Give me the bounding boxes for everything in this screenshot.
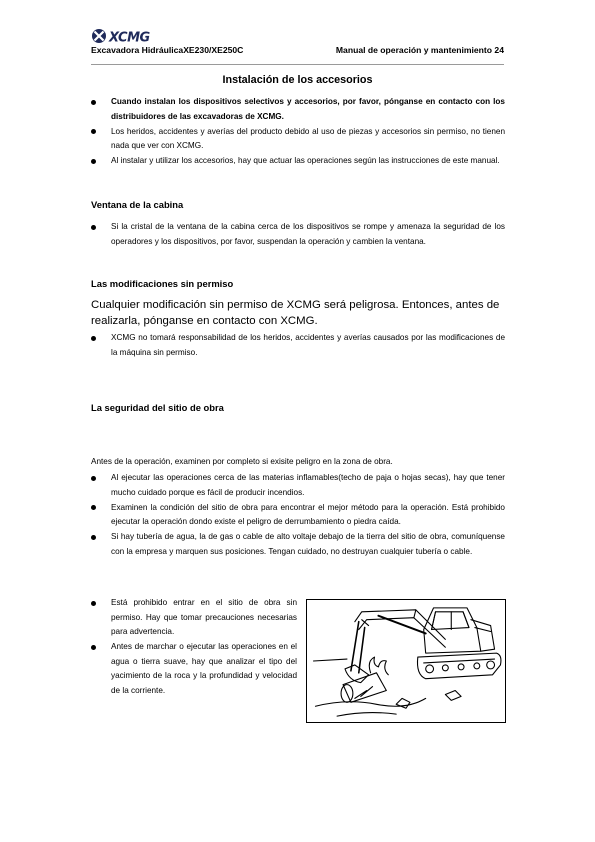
cabin-list — [91, 220, 505, 250]
bullet-icon — [91, 336, 96, 341]
header-rule — [91, 64, 504, 65]
list-item: XCMG no tomará responsabilidad de los heridos, accidentes y averías causados por las modificaciones de la máquina sin permiso. — [91, 331, 505, 360]
bullet-icon — [91, 100, 96, 105]
bullet-icon — [91, 225, 96, 230]
excavator-illustration — [306, 599, 506, 723]
list-item: Examinen la condición del sitio de obra para encontrar el mejor método para la operación. Está prohibido ejecutar la operación dondo existe el peligro de derrumbamiento o piedra caída. — [91, 501, 505, 530]
site-list-narrow — [91, 596, 297, 699]
bullet-icon — [91, 505, 96, 510]
bullet-icon — [91, 129, 96, 134]
header-left: Excavadora HidráulicaXE230/XE250C — [91, 45, 244, 55]
bullet-icon — [91, 601, 96, 606]
logo-text: XCMG — [109, 30, 150, 46]
page-title: Instalación de los accesorios — [222, 74, 373, 86]
mods-heading: Las modificaciones sin permiso — [91, 278, 234, 289]
list-item: Al instalar y utilizar los accesorios, hay que actuar las operaciones según las instrucciones de este manual. — [91, 154, 505, 169]
site-heading: La seguridad del sitio de obra — [91, 402, 224, 413]
bullet-icon — [91, 535, 96, 540]
list-item: Los heridos, accidentes y averías del producto debido al uso de piezas y accesorios sin permiso, no tienen nada que ver con XCMG. — [91, 125, 505, 154]
list-item: Cuando instalan los dispositivos selectivos y accesorios, por favor, pónganse en contacto con los distribuidores de las excavadoras de XCMG. — [91, 95, 505, 124]
header-right: Manual de operación y mantenimiento 24 — [335, 45, 504, 55]
bullet-icon — [91, 645, 96, 650]
site-list — [91, 471, 505, 560]
list-item: Al ejecutar las operaciones cerca de las materias inflamables(techo de paja o hojas secas), hay que tener mucho cuidado porque es fácil de producir incendios. — [91, 471, 505, 500]
list-item: Antes de marchar o ejecutar las operaciones en el agua o tierra suave, hay que analizar el tipo del yacimiento de la roca y la profundidad y velocidad de la corriente. — [91, 640, 297, 698]
bullet-icon — [91, 159, 96, 164]
list-item: Si hay tubería de agua, la de gas o cable de alto voltaje debajo de la tierra del sitio de obra, comuníquense con la empresa y marquen sus posiciones. Tengan cuidado, no destruyan cualquier tubería o cable. — [91, 530, 505, 559]
site-intro: Antes de la operación, examinen por completo si exisite peligro en la zona de obra. — [91, 457, 393, 466]
cabin-heading: Ventana de la cabina — [91, 199, 184, 210]
list-item: Está prohibido entrar en el sitio de obra sin permiso. Hay que tomar precauciones necesarias para advertencia. — [91, 596, 297, 640]
bullet-icon — [91, 476, 96, 481]
mods-list — [91, 331, 505, 361]
list-item: Si la cristal de la ventana de la cabina cerca de los dispositivos se rompe y amenaza la seguridad de los operadores y los dispositivos, por favor, suspendan la operación y cambien la ventana. — [91, 220, 505, 249]
mods-intro: Cualquier modificación sin permiso de XCMG será peligrosa. Entonces, antes de realizarla, pónganse en contacto con XCMG. — [91, 299, 500, 327]
accessories-list — [91, 95, 505, 169]
xcmg-logo — [91, 27, 153, 46]
